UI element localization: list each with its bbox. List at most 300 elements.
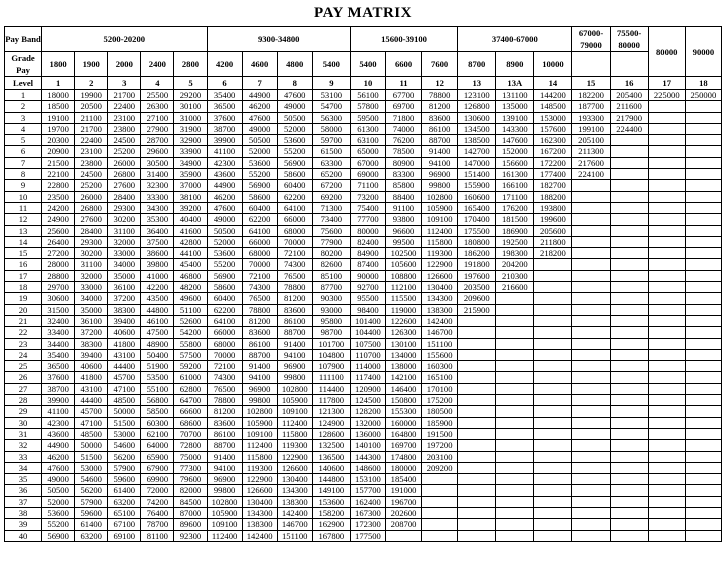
pay-cell: 62800: [174, 383, 207, 394]
pay-cell: 25500: [141, 90, 174, 101]
pay-cell: 105600: [385, 259, 421, 270]
pay-cell: 83600: [277, 304, 312, 315]
pay-cell: [648, 383, 685, 394]
pay-cell: [610, 202, 648, 213]
pay-cell: 44900: [42, 440, 75, 451]
pay-cell: [685, 282, 721, 293]
pay-cell: 58000: [312, 123, 350, 134]
pay-cell: 138300: [242, 519, 277, 530]
pay-cell: 63200: [108, 496, 141, 507]
pay-cell: 105900: [277, 395, 312, 406]
row-index-cell: 15: [5, 248, 42, 259]
grade-pay-cell: 4600: [242, 52, 277, 77]
pay-cell: 151400: [458, 169, 496, 180]
pay-cell: 153100: [350, 474, 385, 485]
pay-cell: 22400: [108, 101, 141, 112]
pay-cell: 62200: [242, 214, 277, 225]
pay-cell: 27900: [141, 123, 174, 134]
pay-cell: [534, 259, 572, 270]
table-row: [5, 157, 722, 168]
pay-cell: 96900: [207, 474, 242, 485]
pay-cell: 211600: [610, 101, 648, 112]
pay-cell: [685, 406, 721, 417]
pay-cell: [610, 146, 648, 157]
pay-cell: 53600: [42, 507, 75, 518]
pay-cell: 96900: [242, 383, 277, 394]
pay-cell: 215900: [458, 304, 496, 315]
pay-matrix-table: [4, 26, 722, 542]
pay-cell: 74300: [207, 372, 242, 383]
pay-cell: 38300: [108, 304, 141, 315]
pay-cell: 78800: [422, 90, 458, 101]
row-index-cell: 19: [5, 293, 42, 304]
pay-cell: [610, 327, 648, 338]
pay-cell: [610, 496, 648, 507]
pay-cell: 48500: [108, 395, 141, 406]
pay-cell: 84900: [350, 248, 385, 259]
pay-cell: 115800: [242, 451, 277, 462]
grade-pay-cell: [610, 52, 648, 77]
pay-cell: 24500: [108, 135, 141, 146]
pay-cell: [648, 474, 685, 485]
pay-cell: [685, 135, 721, 146]
row-index-cell: 26: [5, 372, 42, 383]
pay-cell: 60400: [207, 293, 242, 304]
pay-cell: 35900: [174, 169, 207, 180]
pay-cell: [610, 338, 648, 349]
table-row: [5, 236, 722, 247]
pay-cell: 29700: [42, 282, 75, 293]
pay-cell: 151100: [277, 530, 312, 541]
pay-cell: 60400: [277, 180, 312, 191]
pay-cell: 70700: [174, 428, 207, 439]
pay-cell: 180800: [458, 236, 496, 247]
pay-cell: 170400: [458, 214, 496, 225]
pay-cell: 38100: [174, 191, 207, 202]
pay-cell: 96900: [422, 169, 458, 180]
pay-cell: 224100: [572, 169, 610, 180]
pay-cell: [572, 259, 610, 270]
pay-cell: 72000: [141, 485, 174, 496]
table-row: [5, 315, 722, 326]
pay-cell: 211300: [572, 146, 610, 157]
pay-cell: 28400: [108, 191, 141, 202]
row-index-cell: 22: [5, 327, 42, 338]
pay-cell: 89600: [174, 519, 207, 530]
pay-cell: [648, 157, 685, 168]
pay-cell: 18500: [42, 101, 75, 112]
pay-cell: 101400: [350, 315, 385, 326]
pay-cell: 164800: [385, 428, 421, 439]
pay-cell: 26000: [75, 191, 108, 202]
pay-cell: 74000: [385, 123, 421, 134]
pay-cell: 57800: [350, 101, 385, 112]
pay-cell: 71100: [350, 180, 385, 191]
pay-cell: 150800: [385, 395, 421, 406]
pay-cell: 224400: [610, 123, 648, 134]
pay-cell: 53100: [312, 90, 350, 101]
pay-cell: 112400: [207, 530, 242, 541]
pay-cell: 86100: [207, 428, 242, 439]
pay-cell: 44900: [242, 90, 277, 101]
pay-cell: 62200: [277, 191, 312, 202]
pay-cell: [458, 327, 496, 338]
pay-cell: 111100: [312, 372, 350, 383]
pay-cell: 19100: [42, 112, 75, 123]
pay-cell: 48500: [75, 428, 108, 439]
pay-cell: 44400: [108, 361, 141, 372]
pay-cell: 26300: [141, 101, 174, 112]
pay-cell: 124500: [350, 395, 385, 406]
pay-cell: 91100: [385, 202, 421, 213]
pay-cell: 43100: [75, 383, 108, 394]
pay-cell: 218200: [534, 248, 572, 259]
level-header-cell: 13A: [496, 77, 534, 90]
pay-cell: 202600: [385, 507, 421, 518]
pay-cell: 37600: [207, 112, 242, 123]
table-row: [5, 293, 722, 304]
pay-cell: 128200: [350, 406, 385, 417]
pay-cell: 208700: [385, 519, 421, 530]
pay-cell: 54200: [174, 327, 207, 338]
pay-cell: [685, 146, 721, 157]
pay-cell: [648, 338, 685, 349]
pay-cell: 177400: [534, 169, 572, 180]
pay-cell: [458, 519, 496, 530]
pay-cell: [610, 440, 648, 451]
pay-cell: 95800: [312, 315, 350, 326]
pay-cell: 27100: [141, 112, 174, 123]
pay-cell: 144800: [312, 474, 350, 485]
pay-cell: 68000: [207, 338, 242, 349]
pay-cell: 217900: [610, 112, 648, 123]
pay-cell: [496, 485, 534, 496]
pay-cell: [648, 236, 685, 247]
pay-cell: [685, 372, 721, 383]
grade-pay-cell: 2400: [141, 52, 174, 77]
pay-cell: [685, 293, 721, 304]
pay-cell: 34400: [42, 338, 75, 349]
pay-cell: 41800: [75, 372, 108, 383]
pay-cell: [496, 349, 534, 360]
pay-cell: 102800: [277, 383, 312, 394]
pay-cell: 50000: [75, 440, 108, 451]
pay-cell: 41000: [141, 270, 174, 281]
pay-band-label: Pay Band: [5, 27, 42, 52]
pay-cell: 68600: [174, 417, 207, 428]
pay-cell: [496, 327, 534, 338]
pay-cell: [496, 451, 534, 462]
pay-cell: [648, 496, 685, 507]
pay-cell: [685, 440, 721, 451]
pay-cell: 78700: [141, 519, 174, 530]
pay-cell: 81100: [141, 530, 174, 541]
pay-cell: 39900: [207, 135, 242, 146]
pay-cell: 96600: [385, 225, 421, 236]
row-index-cell: 18: [5, 282, 42, 293]
pay-cell: 144200: [534, 90, 572, 101]
pay-band-cell: 80000: [648, 27, 685, 77]
pay-cell: 41800: [108, 338, 141, 349]
pay-cell: 167300: [350, 507, 385, 518]
pay-cell: [648, 248, 685, 259]
pay-cell: 138000: [385, 361, 421, 372]
pay-cell: 146700: [277, 519, 312, 530]
pay-cell: 64100: [277, 202, 312, 213]
pay-cell: 90000: [350, 270, 385, 281]
pay-cell: 82600: [312, 259, 350, 270]
row-index-cell: 8: [5, 169, 42, 180]
pay-cell: 185900: [422, 417, 458, 428]
pay-cell: [685, 112, 721, 123]
pay-cell: 91400: [277, 338, 312, 349]
pay-cell: [496, 530, 534, 541]
table-row: [5, 304, 722, 315]
pay-cell: 158200: [312, 507, 350, 518]
pay-cell: 20900: [42, 146, 75, 157]
pay-cell: [572, 406, 610, 417]
pay-cell: 144300: [350, 451, 385, 462]
pay-cell: 32000: [108, 236, 141, 247]
pay-cell: [610, 428, 648, 439]
pay-cell: 148500: [534, 101, 572, 112]
pay-cell: [648, 282, 685, 293]
pay-cell: [572, 225, 610, 236]
pay-cell: [685, 101, 721, 112]
pay-band-cell: 37400-67000: [458, 27, 572, 52]
table-row: [5, 101, 722, 112]
table-row: [5, 123, 722, 134]
pay-cell: 91400: [422, 146, 458, 157]
pay-cell: 172200: [534, 157, 572, 168]
pay-cell: 188200: [534, 191, 572, 202]
pay-cell: 78800: [277, 282, 312, 293]
pay-cell: 19700: [42, 123, 75, 134]
level-header-cell: 13: [458, 77, 496, 90]
table-row: [5, 225, 722, 236]
pay-cell: 75600: [312, 225, 350, 236]
level-header-cell: 8: [277, 77, 312, 90]
pay-cell: [648, 293, 685, 304]
pay-cell: [685, 157, 721, 168]
pay-cell: 56200: [108, 451, 141, 462]
pay-cell: 96900: [277, 361, 312, 372]
pay-cell: 47100: [75, 417, 108, 428]
pay-cell: 46200: [42, 451, 75, 462]
pay-cell: 198300: [496, 248, 534, 259]
row-index-cell: 35: [5, 474, 42, 485]
pay-cell: 93800: [385, 214, 421, 225]
pay-cell: 63100: [350, 135, 385, 146]
pay-cell: [610, 135, 648, 146]
pay-cell: 77300: [174, 462, 207, 473]
pay-cell: 29200: [174, 90, 207, 101]
pay-cell: 49000: [277, 101, 312, 112]
pay-cell: [458, 349, 496, 360]
pay-cell: 88700: [242, 349, 277, 360]
row-index-cell: 38: [5, 507, 42, 518]
pay-cell: [685, 428, 721, 439]
pay-cell: 61300: [350, 123, 385, 134]
pay-cell: 69200: [312, 191, 350, 202]
pay-cell: [496, 519, 534, 530]
table-row: [5, 282, 722, 293]
pay-cell: 57500: [174, 349, 207, 360]
pay-cell: 83600: [207, 417, 242, 428]
pay-cell: 83300: [385, 169, 421, 180]
pay-cell: [610, 236, 648, 247]
pay-cell: 21700: [75, 123, 108, 134]
pay-cell: [572, 270, 610, 281]
row-index-cell: 32: [5, 440, 42, 451]
pay-cell: 112400: [277, 417, 312, 428]
pay-cell: 181500: [496, 214, 534, 225]
pay-cell: 64000: [141, 440, 174, 451]
pay-cell: 44100: [174, 248, 207, 259]
pay-cell: 94100: [277, 349, 312, 360]
pay-cell: [648, 169, 685, 180]
pay-cell: 92300: [174, 530, 207, 541]
pay-cell: [572, 395, 610, 406]
pay-cell: 134300: [277, 485, 312, 496]
pay-cell: 108800: [385, 270, 421, 281]
pay-cell: [610, 417, 648, 428]
pay-cell: 70000: [207, 349, 242, 360]
pay-cell: 54600: [75, 474, 108, 485]
pay-cell: 107900: [312, 361, 350, 372]
pay-cell: 19900: [75, 90, 108, 101]
table-row: [5, 327, 722, 338]
pay-cell: 45700: [108, 372, 141, 383]
pay-cell: 123100: [458, 90, 496, 101]
pay-cell: 119000: [385, 304, 421, 315]
pay-cell: 160300: [422, 361, 458, 372]
pay-cell: [534, 282, 572, 293]
pay-cell: 94100: [422, 157, 458, 168]
pay-cell: 199600: [534, 214, 572, 225]
pay-cell: 120900: [350, 383, 385, 394]
table-row: [5, 248, 722, 259]
pay-cell: 182200: [572, 90, 610, 101]
pay-cell: 109100: [277, 406, 312, 417]
pay-cell: 56800: [141, 395, 174, 406]
pay-cell: 193800: [534, 202, 572, 213]
pay-cell: 148600: [350, 462, 385, 473]
pay-cell: 29300: [75, 236, 108, 247]
pay-cell: 122600: [385, 315, 421, 326]
pay-cell: [496, 474, 534, 485]
level-header-cell: 17: [648, 77, 685, 90]
pay-cell: [572, 507, 610, 518]
pay-cell: 35400: [207, 90, 242, 101]
pay-cell: 87400: [350, 259, 385, 270]
pay-cell: 86100: [277, 315, 312, 326]
pay-cell: 69900: [141, 474, 174, 485]
pay-cell: 65000: [350, 146, 385, 157]
table-row: [5, 90, 722, 101]
pay-cell: [572, 451, 610, 462]
pay-cell: [534, 507, 572, 518]
pay-cell: 171100: [496, 191, 534, 202]
pay-cell: 99800: [422, 180, 458, 191]
pay-cell: 72100: [207, 361, 242, 372]
pay-cell: 33900: [174, 146, 207, 157]
pay-cell: 98400: [350, 304, 385, 315]
table-row: [5, 180, 722, 191]
pay-cell: 102800: [422, 191, 458, 202]
pay-cell: 204200: [496, 259, 534, 270]
pay-cell: 46200: [242, 101, 277, 112]
pay-cell: [496, 304, 534, 315]
pay-cell: [648, 259, 685, 270]
pay-cell: 99800: [277, 372, 312, 383]
pay-cell: 41100: [42, 406, 75, 417]
table-row: [5, 349, 722, 360]
pay-cell: [534, 315, 572, 326]
pay-cell: [458, 507, 496, 518]
pay-cell: 35300: [141, 214, 174, 225]
pay-cell: 197600: [458, 270, 496, 281]
pay-cell: [572, 383, 610, 394]
pay-cell: 59700: [312, 135, 350, 146]
pay-cell: 51900: [141, 361, 174, 372]
pay-cell: 105900: [242, 417, 277, 428]
pay-cell: 20300: [42, 135, 75, 146]
pay-cell: [685, 327, 721, 338]
pay-cell: 71800: [385, 112, 421, 123]
pay-cell: 33000: [108, 248, 141, 259]
pay-cell: 53600: [207, 248, 242, 259]
pay-cell: 52000: [242, 146, 277, 157]
pay-cell: 43600: [42, 428, 75, 439]
pay-cell: 60400: [242, 202, 277, 213]
pay-cell: 130100: [385, 338, 421, 349]
pay-cell: 102800: [207, 496, 242, 507]
pay-cell: 36500: [207, 101, 242, 112]
pay-cell: 39900: [42, 395, 75, 406]
pay-cell: 46100: [141, 315, 174, 326]
pay-cell: 70000: [242, 259, 277, 270]
pay-cell: [648, 135, 685, 146]
pay-cell: 37000: [174, 180, 207, 191]
pay-cell: 81200: [422, 101, 458, 112]
pay-cell: 47100: [108, 383, 141, 394]
pay-cell: 187700: [572, 101, 610, 112]
pay-cell: [572, 180, 610, 191]
pay-cell: 49000: [242, 123, 277, 134]
pay-cell: 38700: [42, 383, 75, 394]
pay-band-cell: 67000-79000: [572, 27, 610, 52]
pay-cell: 66600: [174, 406, 207, 417]
pay-cell: [685, 338, 721, 349]
pay-cell: 83600: [242, 327, 277, 338]
pay-cell: 70000: [277, 236, 312, 247]
pay-cell: 61000: [174, 372, 207, 383]
pay-cell: 40600: [108, 327, 141, 338]
pay-cell: 87700: [312, 282, 350, 293]
pay-cell: 134300: [242, 507, 277, 518]
pay-cell: 99800: [207, 485, 242, 496]
pay-cell: 126600: [422, 270, 458, 281]
pay-cell: 56900: [242, 180, 277, 191]
pay-cell: 216600: [496, 282, 534, 293]
pay-cell: 57900: [108, 462, 141, 473]
pay-cell: 44800: [141, 304, 174, 315]
row-index-cell: 10: [5, 191, 42, 202]
pay-cell: 88400: [385, 191, 421, 202]
table-row: [5, 428, 722, 439]
pay-cell: 138300: [422, 304, 458, 315]
